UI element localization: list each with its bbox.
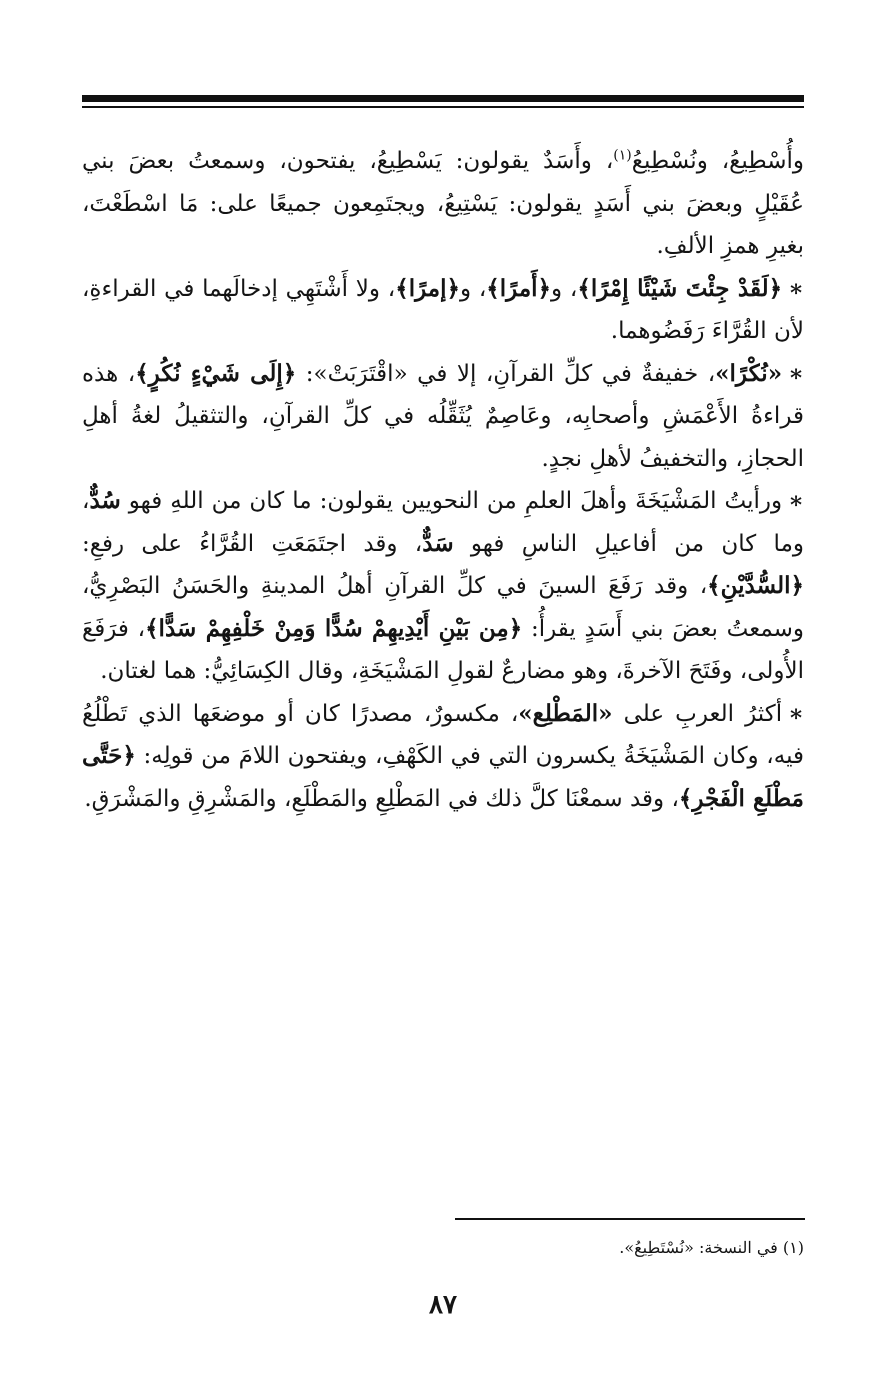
footnote: (١) في النسخة: «نُسْتَطِيعُ». bbox=[619, 1238, 804, 1257]
text-run: ، وقد سمعْنَا كلَّ ذلك في المَطْلِعِ والمَطْلَعِ، والمَشْرِقِ والمَشْرَقِ. bbox=[84, 785, 679, 812]
paragraph-star-marker: ∗ bbox=[788, 359, 804, 387]
paragraph bbox=[82, 268, 804, 353]
text-run: ، وقد رَفَعَ السينَ في كلِّ القرآنِ أهلُ المدينةِ والحَسَنُ البَصْرِيُّ، وسمعتُ بعضَ بني أَسَدٍ يقرأُ: bbox=[82, 573, 804, 642]
paragraph bbox=[82, 140, 804, 268]
footnote-separator bbox=[455, 1218, 805, 1220]
quoted-reading: «نُكْرًا» bbox=[715, 359, 783, 387]
text-run: وأُسْطِيعُ، ونُسْطِيعُ bbox=[631, 148, 804, 174]
quoted-reading: سَدٌّ bbox=[422, 529, 454, 557]
paragraph bbox=[82, 693, 804, 821]
text-run: ، وما كان من أفاعيلِ الناسِ فهو bbox=[82, 488, 804, 557]
header-rule-thin bbox=[82, 106, 804, 108]
text-run: أكثرُ العربِ على bbox=[612, 700, 783, 727]
quoted-reading: ﴿السُّدَّيْنِ﴾ bbox=[707, 572, 804, 599]
footnote-marker: (١) bbox=[613, 147, 632, 164]
quoted-reading: ﴿مِن بَيْنِ أَيْدِيهِمْ سُدًّا وَمِنْ خَلْفِهِمْ سَدًّا﴾ bbox=[145, 614, 523, 642]
text-run: ، فرَفَعَ الأُولى، وفَتَحَ الآخرةَ، وهو مضارعٌ لقولِ المَشْيَخَةِ، وقال الكِسَائِيُّ: هما لغتان. bbox=[82, 615, 804, 684]
quoted-reading: سُدٌّ bbox=[89, 487, 121, 514]
text-run: ، و bbox=[551, 275, 578, 302]
page-number: ٨٧ bbox=[429, 1290, 457, 1320]
text-run: ، مكسورٌ، مصدرًا كان أو موضعَها الذي تَطْلُعُ فيه، وكان المَشْيَخَةُ يكسرون التي في الكَهْفِ، ويفتحون اللامَ من قولِه: bbox=[82, 700, 804, 769]
main-text bbox=[82, 140, 804, 820]
header-rule-thick bbox=[82, 95, 804, 102]
paragraph bbox=[82, 353, 804, 481]
paragraph-star-marker: ∗ bbox=[788, 487, 804, 514]
text-run: ، خفيفةٌ في كلِّ القرآنِ، إلا في «اقْتَرَبَتْ»: bbox=[296, 360, 716, 387]
quoted-reading: ﴿أَمرًا﴾ bbox=[486, 274, 552, 302]
quoted-reading: ﴿إمرًا﴾ bbox=[395, 274, 460, 302]
quoted-reading: «المَطْلِع» bbox=[518, 699, 613, 727]
quoted-reading: ﴿لَقَدْ جِئْتَ شَيْئًا إِمْرًا﴾ bbox=[577, 274, 783, 302]
text-run: ، وقد اجتَمَعَتِ القُرَّاءُ على رفعِ: bbox=[82, 530, 423, 557]
text-run: ، ولا أَشْتَهِي إدخالَهما في القراءةِ، لأن القُرَّاءَ رَفَضُوهما. bbox=[82, 275, 804, 344]
paragraph bbox=[82, 480, 804, 693]
text-run: ، هذه قراءةُ الأَعْمَشِ وأصحابِه، وعَاصِمٌ يُثَقِّلُه في كلِّ القرآنِ، والتثقيلُ لغةُ أهلِ الحجازِ، والتخفيفُ لأهلِ نجدٍ. bbox=[82, 360, 804, 472]
quoted-reading: ﴿حَتَّى مَطْلَعِ الْفَجْرِ﴾ bbox=[82, 742, 804, 812]
paragraph-star-marker: ∗ bbox=[788, 699, 804, 727]
paragraph-star-marker: ∗ bbox=[788, 274, 805, 302]
text-run: ، وأَسَدٌ يقولون: يَسْطِيعُ، يفتحون، وسمعتُ بعضَ بني عُقَيْلٍ وبعضَ بني أَسَدٍ يقولون: يَسْتِيعُ، ويجتَمِعون جميعًا على: مَا اسْطَعْتَ، بغيرِ همزِ الألفِ. bbox=[82, 148, 804, 259]
quoted-reading: ﴿إِلَى شَيْءٍ نُكُرٍ﴾ bbox=[135, 359, 297, 387]
text-run: ورأيتُ المَشْيَخَةَ وأهلَ العلمِ من النحويين يقولون: ما كان من اللهِ فهو bbox=[120, 488, 783, 514]
text-run: ، و bbox=[459, 275, 487, 302]
